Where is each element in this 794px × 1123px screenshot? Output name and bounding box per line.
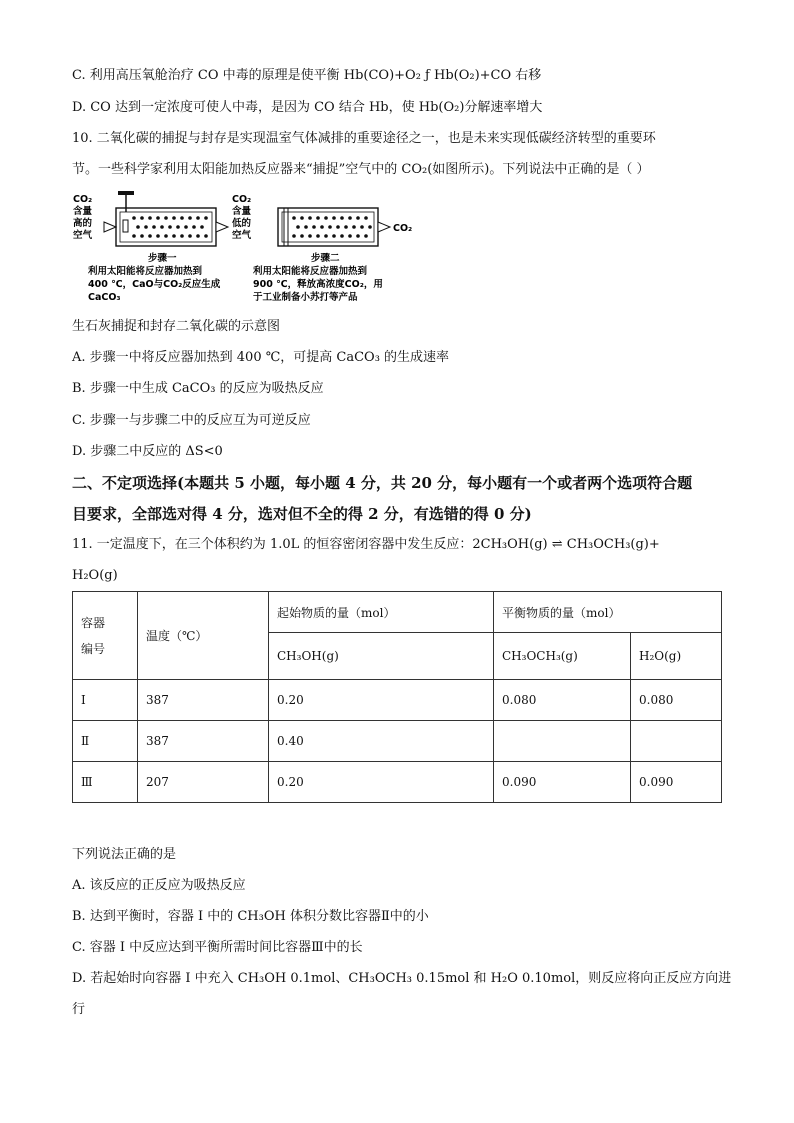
particle-dot [292, 234, 296, 238]
step2-text-1: 利用太阳能将反应器加热到 [253, 266, 368, 277]
particle-dot [332, 234, 336, 238]
particle-dot [368, 225, 372, 229]
particle-dot [164, 234, 168, 238]
question-10-line-1: 10. 二氧化碳的捕捉与封存是实现温室气体减排的重要途径之一，也是未来实现低碳经济转型的重要环 [72, 131, 656, 146]
particle-dot [180, 216, 184, 220]
particle-dot [180, 234, 184, 238]
row-id: I [73, 680, 138, 721]
particle-dot [144, 225, 148, 229]
row-eq-h2o: 0.090 [631, 762, 722, 803]
co2-capture-figure [68, 190, 428, 315]
equilibrium-table [72, 591, 722, 803]
particle-dot [324, 234, 328, 238]
particle-dot [164, 216, 168, 220]
q10-option-b: B. 步骤一中生成 CaCO₃ 的反应为吸热反应 [72, 381, 324, 396]
particle-dot [308, 234, 312, 238]
section-2-heading-1: 二、不定项选择(本题共 5 小题，每小题 4 分，共 20 分，每小题有一个或者两个选项符合题 [72, 474, 693, 492]
particle-dot [300, 216, 304, 220]
particle-dot [204, 216, 208, 220]
particle-dot [340, 234, 344, 238]
step2-text-3: 于工业制备小苏打等产品 [253, 292, 358, 303]
out-content-label: 含量 [232, 206, 252, 217]
header-container: 容器 编号 [73, 592, 138, 680]
step1-reactor [104, 191, 228, 246]
row-eq-h2o [631, 721, 722, 762]
header-ch3oh: CH₃OH(g) [269, 633, 494, 680]
particle-dot [344, 225, 348, 229]
header-start-amount: 起始物质的量（mol） [269, 592, 494, 633]
row-temp: 387 [138, 721, 269, 762]
in-content-label: 含量 [73, 206, 93, 217]
section-2-heading-2: 目要求，全部选对得 4 分，选对但不全的得 2 分，有选错的得 0 分) [72, 505, 532, 523]
row-temp: 207 [138, 762, 269, 803]
table-row [73, 680, 722, 721]
particle-dot [292, 216, 296, 220]
particle-dot [312, 225, 316, 229]
particle-dot [196, 216, 200, 220]
row-start: 0.20 [269, 680, 494, 721]
particle-dot [340, 216, 344, 220]
step1-text-3: CaCO₃ [88, 292, 121, 303]
in-high-label: 高的 [73, 218, 93, 229]
out-co2-label: CO₂ [232, 194, 252, 205]
q10-option-d: D. 步骤二中反应的 ΔS<0 [72, 444, 223, 459]
q11-option-d: D. 若起始时向容器 I 中充入 CH₃OH 0.1mol、CH₃OCH₃ 0.15mol 和 H₂O 0.10mol，则反应将向正反应方向进 [72, 971, 732, 986]
header-equilibrium-amount: 平衡物质的量（mol） [494, 592, 722, 633]
particle-dot [172, 234, 176, 238]
particle-dot [356, 234, 360, 238]
row-eq-ch3och3: 0.090 [494, 762, 631, 803]
question-11-line-1: 11. 一定温度下，在三个体积约为 1.0L 的恒容密闭容器中发生反应：2CH₃OH(g) ⇌ CH₃OCH₃(g)+ [72, 537, 660, 552]
question-10-line-2: 节。一些科学家利用太阳能加热反应器来“捕捉”空气中的 CO₂(如图所示)。下列说法中正确的是（ ） [72, 162, 650, 177]
q11-option-b: B. 达到平衡时，容器 I 中的 CH₃OH 体积分数比容器Ⅱ中的小 [72, 909, 429, 924]
step2-text-2: 900 ℃，释放高浓度CO₂，用 [253, 279, 383, 290]
particle-dot [204, 234, 208, 238]
step1-title: 步骤一 [148, 253, 177, 264]
particle-dot [352, 225, 356, 229]
row-start: 0.20 [269, 762, 494, 803]
released-co2-label: CO₂ [393, 223, 413, 234]
particle-dot [192, 225, 196, 229]
row-eq-ch3och3 [494, 721, 631, 762]
row-start: 0.40 [269, 721, 494, 762]
particle-dot [176, 225, 180, 229]
particle-dot [196, 234, 200, 238]
step1-text-1: 利用太阳能将反应器加热到 [88, 266, 203, 277]
particle-dot [152, 225, 156, 229]
particle-dot [296, 225, 300, 229]
table-row [73, 721, 722, 762]
particle-dot [364, 216, 368, 220]
particle-dot [316, 216, 320, 220]
particle-dot [156, 234, 160, 238]
option-c-line: C. 利用高压氧舱治疗 CO 中毒的原理是使平衡 Hb(CO)+O₂ ƒ Hb(O₂)+CO 右移 [72, 68, 542, 83]
particle-dot [140, 216, 144, 220]
particle-dot [364, 234, 368, 238]
q11-option-c: C. 容器 I 中反应达到平衡所需时间比容器Ⅲ中的长 [72, 940, 363, 955]
q11-option-a: A. 该反应的正反应为吸热反应 [72, 878, 246, 893]
in-co2-label: CO₂ [73, 194, 93, 205]
particle-dot [360, 225, 364, 229]
particle-dot [156, 216, 160, 220]
header-ch3och3: CH₃OCH₃(g) [494, 633, 631, 680]
row-eq-ch3och3: 0.080 [494, 680, 631, 721]
particle-dot [136, 225, 140, 229]
in-air-label: 空气 [73, 230, 93, 241]
particle-dot [140, 234, 144, 238]
particle-dot [168, 225, 172, 229]
header-temperature: 温度（℃） [138, 592, 269, 680]
q10-option-a: A. 步骤一中将反应器加热到 400 ℃，可提高 CaCO₃ 的生成速率 [72, 350, 450, 365]
particle-dot [200, 225, 204, 229]
particle-dot [132, 216, 136, 220]
step2-title: 步骤二 [311, 253, 340, 264]
particle-dot [172, 216, 176, 220]
particle-dot [184, 225, 188, 229]
step2-reactor [278, 208, 390, 246]
particle-dot [348, 216, 352, 220]
particle-dot [316, 234, 320, 238]
q11-option-d-cont: 行 [72, 1002, 86, 1017]
out-low-label: 低的 [232, 218, 252, 229]
particle-dot [320, 225, 324, 229]
header-h2o: H₂O(g) [631, 633, 722, 680]
row-id: Ⅱ [73, 721, 138, 762]
particle-dot [324, 216, 328, 220]
particle-dot [356, 216, 360, 220]
particle-dot [332, 216, 336, 220]
particle-dot [188, 216, 192, 220]
row-id: Ⅲ [73, 762, 138, 803]
particle-dot [160, 225, 164, 229]
question-11-line-2: H₂O(g) [72, 568, 118, 583]
particle-dot [308, 216, 312, 220]
row-temp: 387 [138, 680, 269, 721]
table-row [73, 762, 722, 803]
particle-dot [132, 234, 136, 238]
row-eq-h2o: 0.080 [631, 680, 722, 721]
step1-text-2: 400 ℃，CaO与CO₂反应生成 [88, 279, 221, 290]
particle-dot [336, 225, 340, 229]
q10-option-c: C. 步骤一与步骤二中的反应互为可逆反应 [72, 413, 311, 428]
particle-dot [348, 234, 352, 238]
particle-dot [300, 234, 304, 238]
figure-caption: 生石灰捕捉和封存二氧化碳的示意图 [72, 319, 281, 334]
question-11-prompt: 下列说法正确的是 [72, 847, 177, 862]
option-d-line: D. CO 达到一定浓度可使人中毒，是因为 CO 结合 Hb，使 Hb(O₂)分解速率增大 [72, 100, 543, 115]
out-air-label: 空气 [232, 230, 252, 241]
particle-dot [188, 234, 192, 238]
particle-dot [304, 225, 308, 229]
particle-dot [148, 234, 152, 238]
particle-dot [148, 216, 152, 220]
particle-dot [328, 225, 332, 229]
